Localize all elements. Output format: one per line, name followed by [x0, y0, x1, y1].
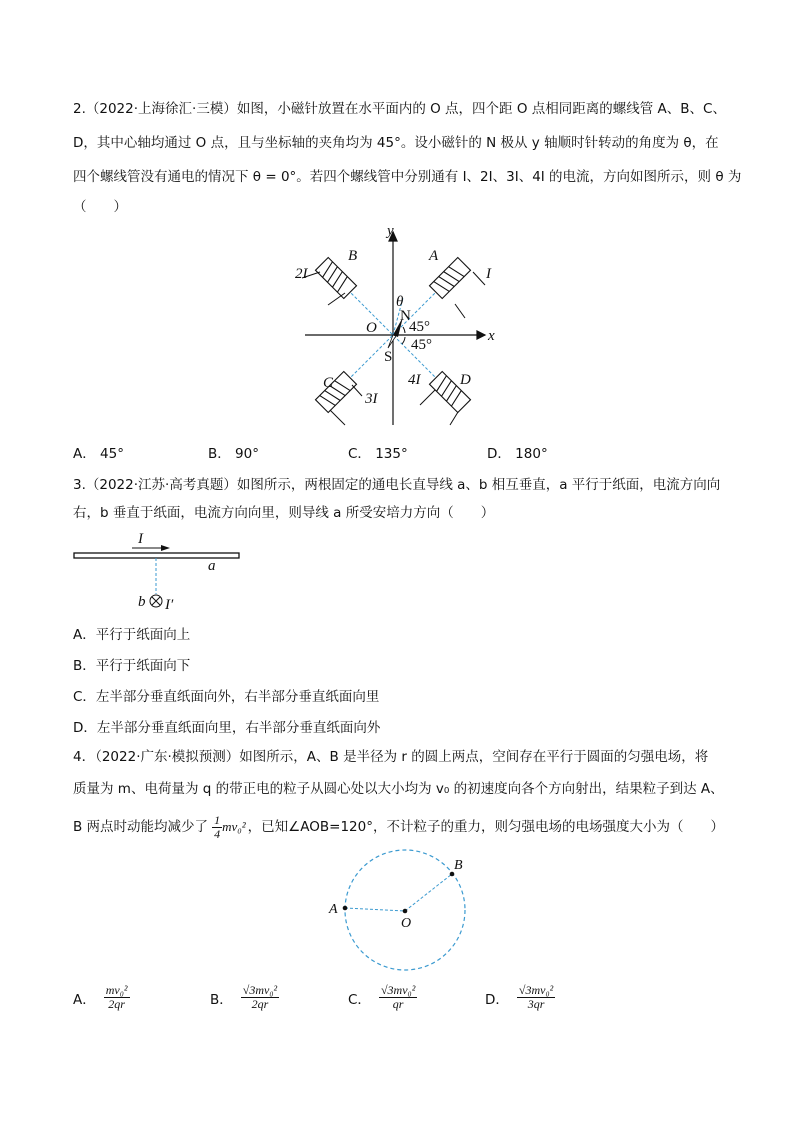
n-label: N — [400, 308, 411, 324]
q3-option-a[interactable]: A．平行于纸面向上 — [73, 627, 191, 643]
q2-option-a[interactable]: A． 45° — [73, 446, 124, 462]
q4-circle-figure — [320, 845, 490, 975]
q3-wire-figure — [70, 530, 250, 615]
label-C: C — [323, 375, 334, 391]
compass-s-pole — [388, 335, 396, 348]
option-label: D． — [485, 991, 509, 1008]
current-3I: 3I — [365, 391, 378, 407]
option-label: B． — [210, 991, 233, 1008]
angle-45-upper: 45° — [409, 319, 430, 335]
wire-a-label: a — [208, 558, 216, 574]
quarter-fraction — [212, 814, 222, 841]
origin-label: O — [366, 320, 377, 336]
current-label-I: I — [138, 531, 143, 547]
frac-num: √3mv₀² — [518, 983, 554, 997]
q4-line-3-start: B 两点时动能均减少了 — [73, 819, 209, 835]
label-D: D — [460, 372, 471, 388]
y-label: y — [387, 223, 394, 239]
q4-option-c[interactable] — [348, 984, 417, 1011]
frac-den: 2qr — [108, 997, 125, 1011]
current-2I: 2I — [295, 266, 308, 282]
q4-option-d[interactable] — [485, 984, 555, 1011]
option-fraction — [379, 984, 417, 1011]
frac-tail: mv₀² — [222, 819, 246, 834]
q2-solenoid-figure — [290, 220, 510, 430]
frac-num: 1 — [214, 812, 221, 827]
wire-b-label: b — [138, 594, 146, 610]
q4-line-1: 4．（2022·广东·模拟预测）如图所示，A、B 是半径为 r 的圆上两点，空间存在平行于圆面的匀强电场，将 — [73, 749, 709, 765]
option-fraction — [241, 984, 279, 1011]
q4-option-a[interactable] — [73, 984, 130, 1011]
q2-option-b[interactable]: B． 90° — [208, 446, 259, 462]
option-fraction — [104, 984, 130, 1011]
frac-den: 3qr — [527, 997, 545, 1011]
frac-num: √3mv₀² — [242, 983, 278, 997]
option-fraction — [517, 984, 555, 1011]
point-B-label: B — [454, 858, 463, 873]
q4-line-3 — [73, 810, 724, 844]
q2-line-3: 四个螺线管没有通电的情况下 θ = 0°。若四个螺线管中分别通有 I、2I、3I、4I 的电流，方向如图所示，则 θ 为 — [73, 169, 742, 185]
option-label: A． — [73, 991, 96, 1008]
option-label: C． — [348, 991, 371, 1008]
q4-line-2: 质量为 m、电荷量为 q 的带正电的粒子从圆心处以大小均为 v₀ 的初速度向各个方向射出，结果粒子到达 A、 — [73, 781, 724, 797]
frac-den: 4 — [214, 826, 221, 841]
label-A: A — [429, 248, 439, 264]
q2-line-2: D，其中心轴均通过 O 点，且与坐标轴的夹角均为 45°。设小磁针的 N 极从 y 轴顺时针转动的角度为 θ，在 — [73, 135, 719, 151]
current-label-I-prime: I′ — [165, 597, 174, 613]
q2-option-c[interactable]: C． 135° — [348, 446, 408, 462]
label-B: B — [348, 248, 358, 264]
q2-line-1: 2.（2022·上海徐汇·三模）如图，小磁针放置在水平面内的 O 点，四个距 O 点相同距离的螺线管 A、B、C、 — [73, 101, 726, 117]
s-label: S — [384, 349, 393, 365]
q3-line-1: 3.（2022·江苏·高考真题）如图所示，两根固定的通电长直导线 a、b 相互垂直，a 平行于纸面，电流方向向 — [73, 477, 721, 493]
current-I: I — [486, 266, 491, 282]
angle-45-lower: 45° — [411, 337, 432, 353]
q2-line-4: （ ） — [73, 199, 127, 215]
point-A-label: A — [329, 902, 338, 917]
current-4I: 4I — [408, 372, 421, 388]
x-label: x — [488, 328, 495, 344]
q2-option-d[interactable]: D． 180° — [487, 446, 548, 462]
q3-line-2: 右，b 垂直于纸面，电流方向向里，则导线 a 所受安培力方向（ ） — [73, 505, 495, 521]
frac-num: √3mv₀² — [380, 983, 416, 997]
frac-den: qr — [392, 997, 404, 1011]
q4-option-b[interactable] — [210, 984, 279, 1011]
q3-option-c[interactable]: C．左半部分垂直纸面向外，右半部分垂直纸面向里 — [73, 689, 380, 705]
frac-den: 2qr — [251, 997, 269, 1011]
theta-label: θ — [396, 294, 404, 310]
point-O-label: O — [401, 916, 412, 931]
q3-option-b[interactable]: B．平行于纸面向下 — [73, 658, 191, 674]
frac-num: mv₀² — [105, 983, 128, 997]
q3-option-d[interactable]: D．左半部分垂直纸面向里，右半部分垂直纸面向外 — [73, 720, 381, 736]
q4-line-3-end: ，已知∠AOB=120°，不计粒子的重力，则匀强电场的电场强度大小为（ ） — [247, 819, 724, 835]
